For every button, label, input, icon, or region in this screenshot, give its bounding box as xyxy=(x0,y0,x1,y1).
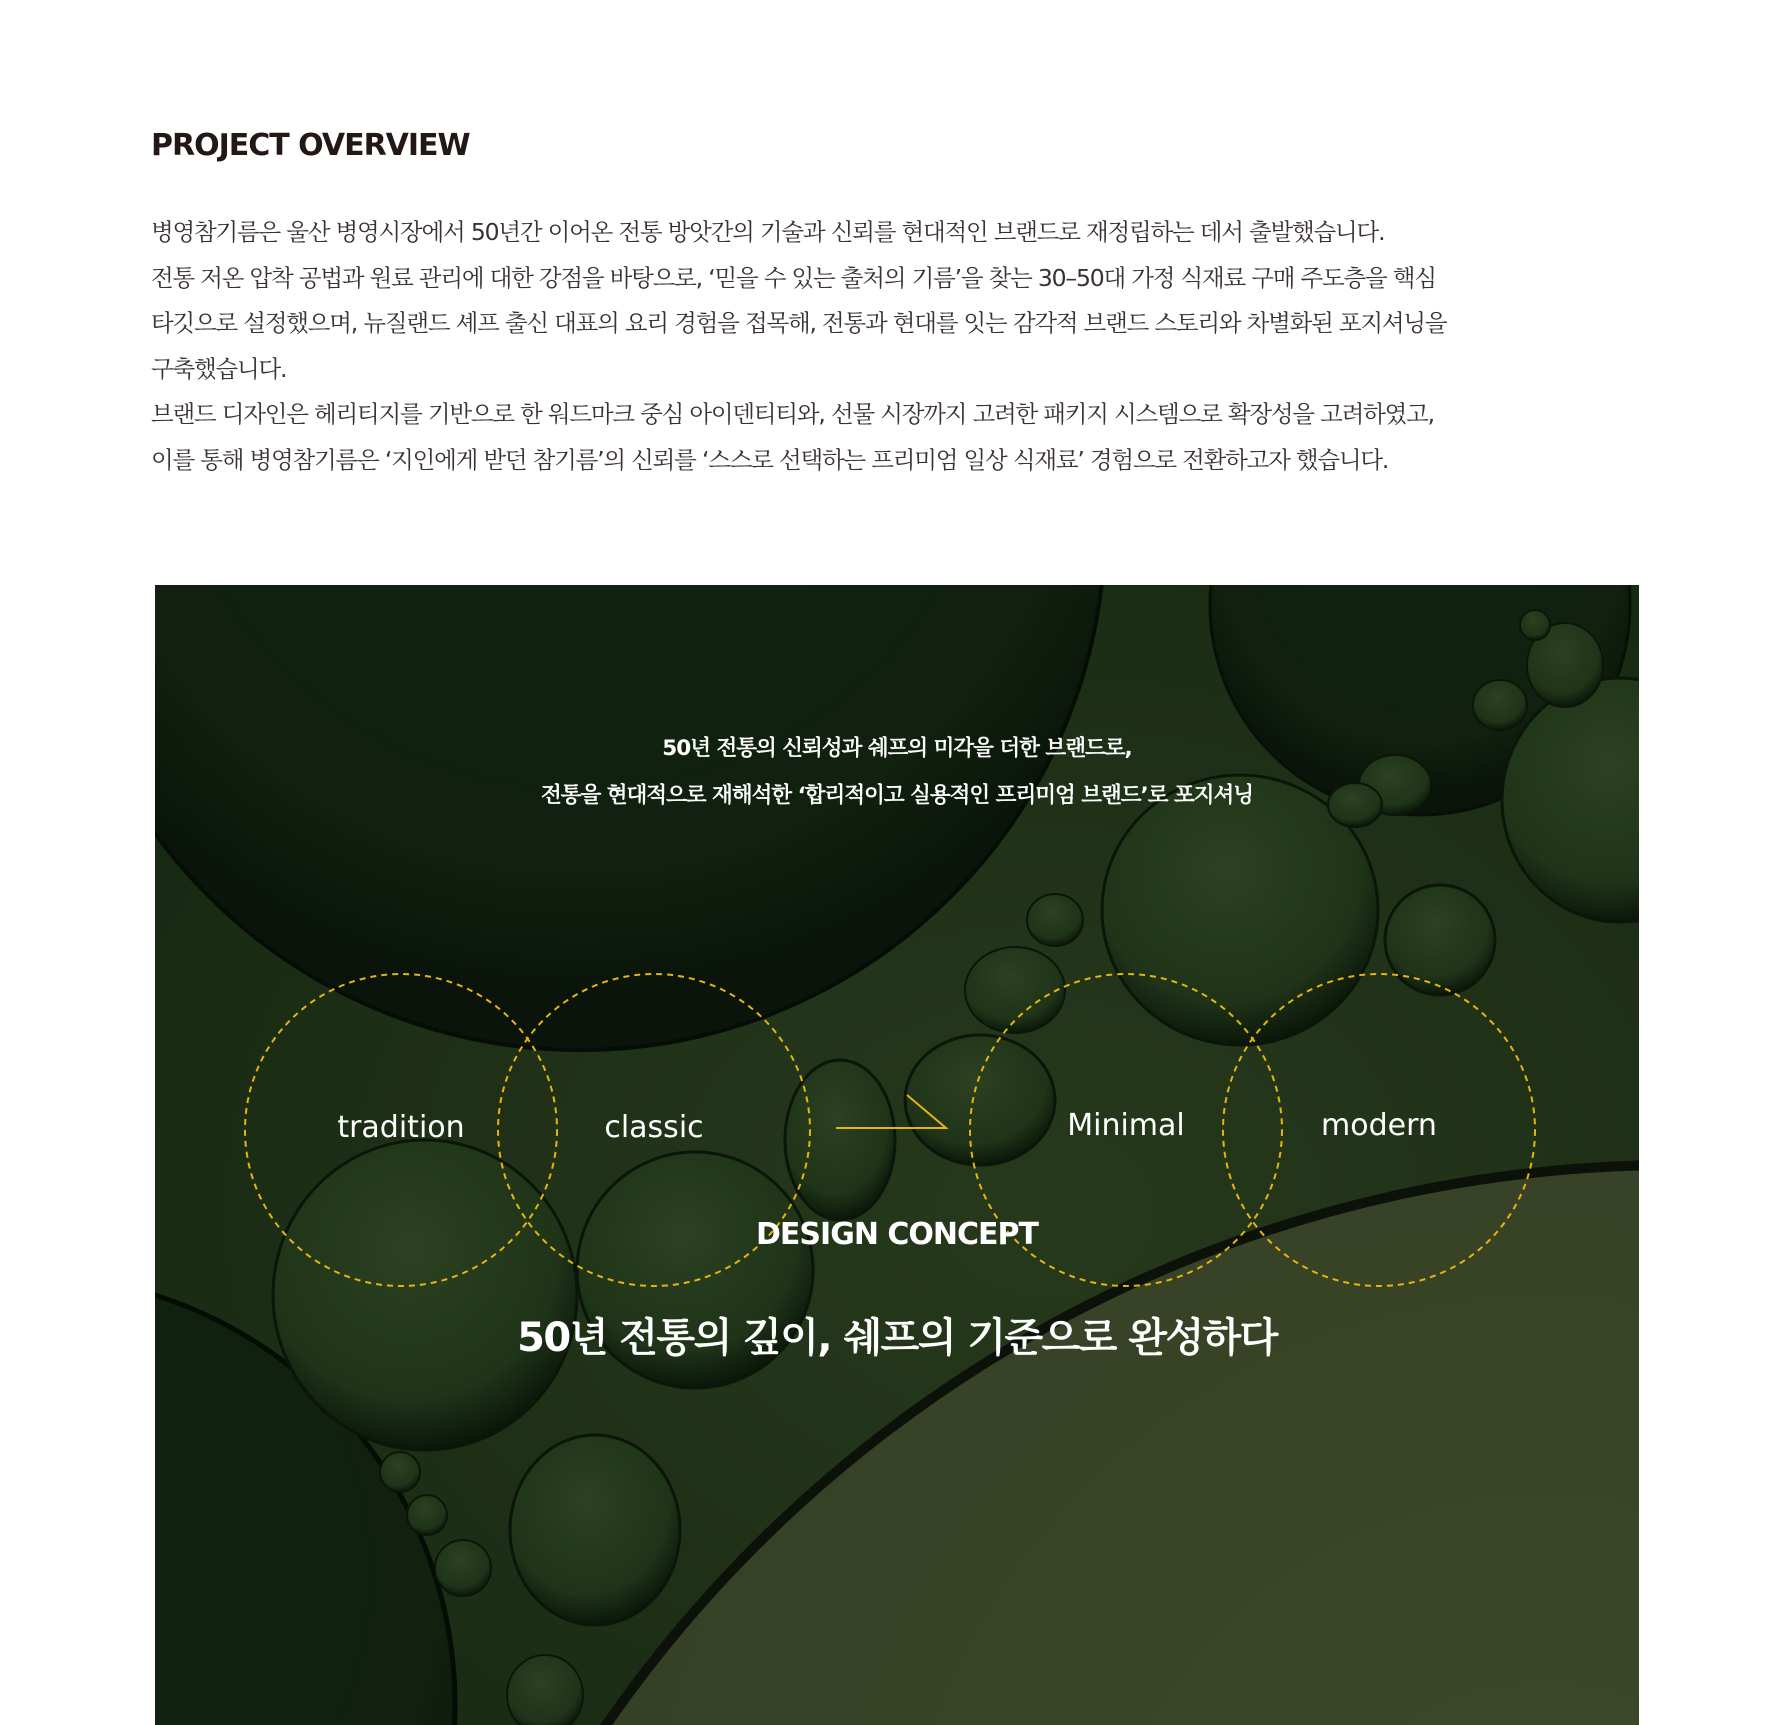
design-concept-label: DESIGN CONCEPT xyxy=(756,1217,1038,1252)
overview-body xyxy=(151,210,1671,483)
concept-headline xyxy=(155,725,1639,819)
oil-droplet xyxy=(407,1495,447,1535)
overview-line: 전통 저온 압착 공법과 원료 관리에 대한 강점을 바탕으로, ‘믿을 수 있는 출처의 기름’을 찾는 30–50대 가정 식재료 구매 주도층을 핵심 xyxy=(151,263,1436,292)
keyword-minimal: Minimal xyxy=(1067,1108,1185,1143)
design-concept-panel xyxy=(155,585,1639,1725)
oil-droplet xyxy=(380,1452,420,1492)
oil-droplet xyxy=(1473,680,1527,730)
oil-droplet xyxy=(510,1435,680,1625)
oil-droplet xyxy=(905,1035,1055,1165)
overview-line: 구축했습니다. xyxy=(151,354,287,383)
oil-droplet xyxy=(1385,885,1495,995)
keyword-tradition: tradition xyxy=(337,1110,465,1145)
overview-line: 브랜드 디자인은 헤리티지를 기반으로 한 워드마크 중심 아이덴티티와, 선물 시장까지 고려한 패키지 시스템으로 확장성을 고려하였고, xyxy=(151,400,1434,428)
keyword-classic: classic xyxy=(604,1110,704,1145)
overview-line: 병영참기름은 울산 병영시장에서 50년간 이어온 전통 방앗간의 기술과 신뢰를 현대적인 브랜드로 재정립하는 데서 출발했습니다. xyxy=(151,218,1385,246)
oil-droplet xyxy=(507,1655,583,1725)
oil-droplet xyxy=(273,1140,577,1450)
headline-line: 50년 전통의 신뢰성과 쉐프의 미각을 더한 브랜드로, xyxy=(662,736,1132,761)
oil-droplet xyxy=(965,947,1065,1033)
design-concept-title: 50년 전통의 깊이, 쉐프의 기준으로 완성하다 xyxy=(517,1315,1277,1361)
overview-title: PROJECT OVERVIEW xyxy=(151,128,470,163)
overview-line: 타깃으로 설정했으며, 뉴질랜드 셰프 출신 대표의 요리 경험을 접목해, 전통과 현대를 잇는 감각적 브랜드 스토리와 차별화된 포지셔닝을 xyxy=(151,309,1447,337)
project-overview xyxy=(151,128,1651,474)
oil-droplet xyxy=(785,1060,895,1220)
overview-line: 이를 통해 병영참기름은 ‘지인에게 받던 참기름’의 신뢰를 ‘스스로 선택하는 프리미엄 일상 식재료’ 경험으로 전환하고자 했습니다. xyxy=(151,445,1389,474)
keyword-modern: modern xyxy=(1321,1108,1437,1143)
oil-droplet xyxy=(1520,610,1550,640)
oil-droplet xyxy=(435,1540,491,1596)
oil-droplet xyxy=(1027,894,1083,946)
headline-line: 전통을 현대적으로 재해석한 ‘합리적이고 실용적인 프리미엄 브랜드’로 포지셔닝 xyxy=(540,783,1254,808)
